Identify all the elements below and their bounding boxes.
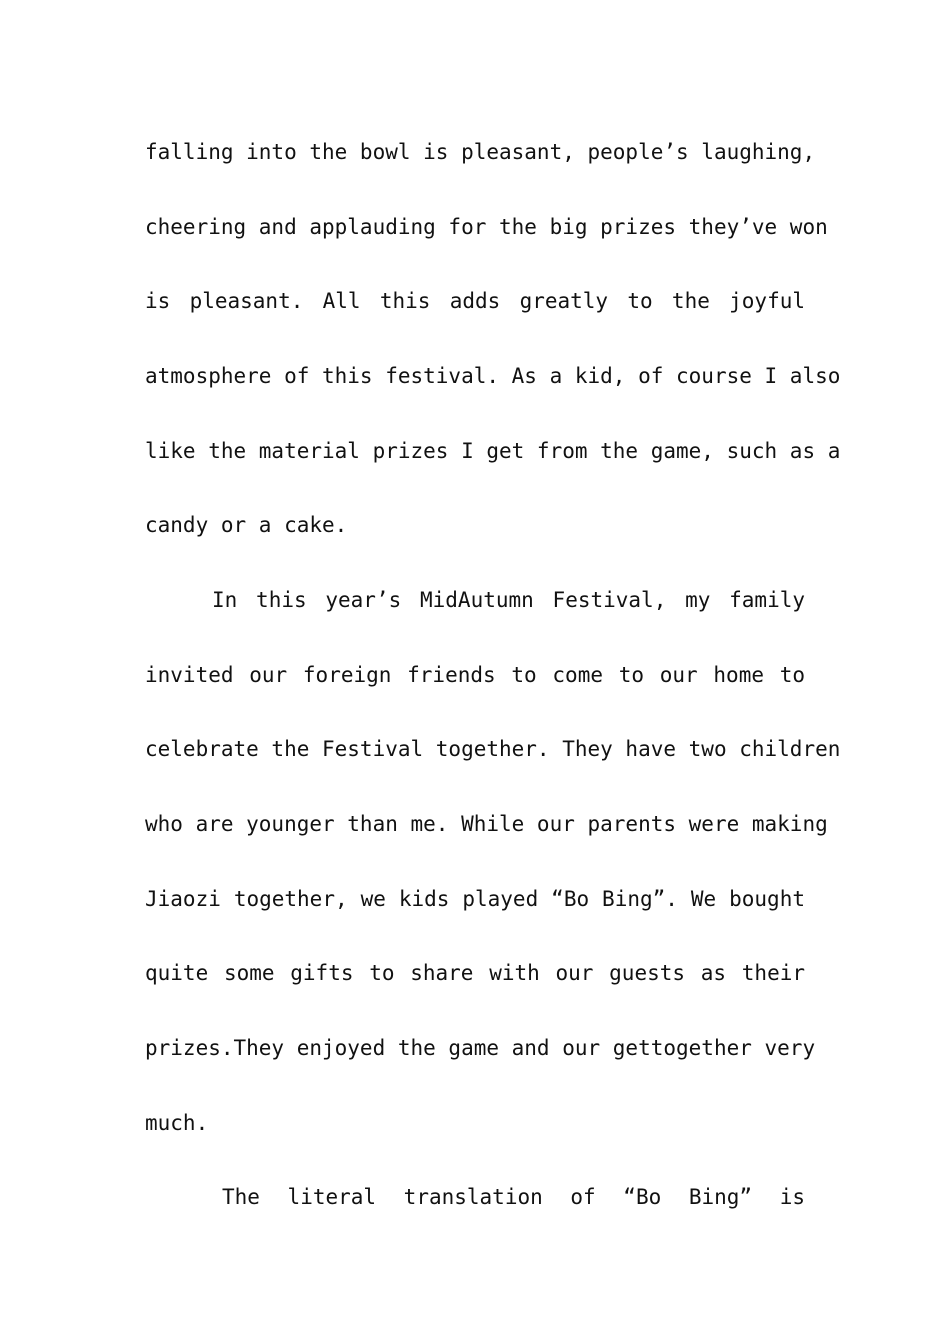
text-line: quite some gifts to share with our guests as their (145, 961, 805, 985)
text-line: invited our foreign friends to come to our home to (145, 663, 805, 687)
text-line: prizes.They enjoyed the game and our gettogether very (145, 1036, 816, 1060)
text-line: like the material prizes I get from the game, such as a (145, 439, 841, 463)
text-line: is pleasant. All this adds greatly to the joyful (145, 289, 805, 313)
text-line: falling into the bowl is pleasant, people’s laughing, (145, 140, 816, 164)
text-line: cheering and applauding for the big prizes they’ve won (145, 215, 828, 239)
text-line: who are younger than me. While our parents were making (145, 812, 828, 836)
text-line: The literal translation of “Bo Bing” is (222, 1185, 805, 1209)
text-line: Jiaozi together, we kids played “Bo Bing”. We bought (145, 887, 805, 911)
text-line: celebrate the Festival together. They have two children (145, 737, 841, 761)
text-line: atmosphere of this festival. As a kid, of course I also (145, 364, 841, 388)
text-line: much. (145, 1111, 209, 1135)
text-line: In this year’s MidAutumn Festival, my family (212, 588, 805, 612)
text-line: candy or a cake. (145, 513, 348, 537)
